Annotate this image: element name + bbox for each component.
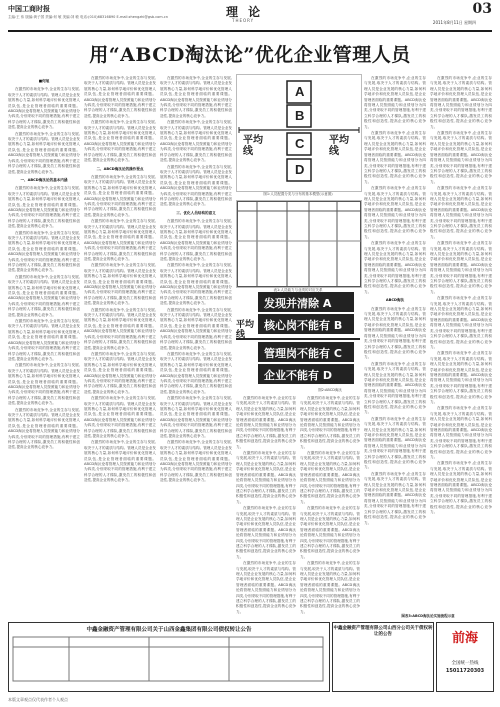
page-footer: 本版文章观点仅代表作者个人观点: [8, 697, 68, 702]
advert-logo-box: [436, 622, 494, 692]
section-heading: 一、ABCD淘汰论的基本内涵: [20, 177, 68, 182]
page-number: 03: [472, 1, 492, 17]
figure-2-row-d: [258, 364, 354, 384]
figure-1-avg-line-left: 平均线: [243, 135, 263, 157]
figure-1: [236, 74, 362, 192]
masthead-brand: 中国工商时报: [8, 5, 50, 13]
figure-2-row-b-text: 核心岗不能有 B: [264, 319, 343, 332]
section-heading: ABCD淘汰: [385, 298, 405, 303]
paragraph: 在激烈的市场竞争中,企业的生存与发展,取决于人才的素质与结构。管理人员是企业发展的核心力量,如何科学地评价和优化管理人员队伍,是企业管理者面临的重要课题。ABCD淘汰论将管理人员按照能力和业绩划分为四类,分别采取不同的管理措施,有利于建立科学合理的人才梯队,激发员工的积极性和创造性,提高企业的核心竞争力。: [160, 396, 232, 438]
paragraph: 在激烈的市场竞争中,企业的生存与发展,取决于人才的素质与结构。管理人员是企业发展的核心力量,如何科学地评价和优化管理人员队伍,是企业管理者面临的重要课题。ABCD淘汰论将管理人员按照能力和业绩划分为四类,分别采取不同的管理措施,有利于建立科学合理的人才梯队,激发员工的积极性和创造性,提高企业的核心竞争力。: [430, 241, 492, 294]
figure-2: [236, 292, 360, 386]
paragraph: 在激烈的市场竞争中,企业的生存与发展,取决于人才的素质与结构。管理人员是企业发展的核心力量,如何科学地评价和优化管理人员队伍,是企业管理者面临的重要课题。ABCD淘汰论将管理人员按照能力和业绩划分为四类,分别采取不同的管理措施,有利于建立科学合理的人才梯队,激发员工的积极性和创造性,提高企业的核心竞争力。: [364, 471, 426, 525]
ad-1-table: [9, 633, 327, 685]
table-1-caption: 表1:人员能力与业绩的对应关系: [273, 288, 323, 292]
paragraph: 在激烈的市场竞争中,企业的生存与发展,取决于人才的素质与结构。管理人员是企业发展的核心力量,如何科学地评价和优化管理人员队伍,是企业管理者面临的重要课题。ABCD淘汰论将管理人员按照能力和业绩划分为四类,分别采取不同的管理措施,有利于建立科学合理的人才梯队,激发员工的积极性和创造性,提高企业的核心竞争力。: [8, 363, 80, 406]
paragraph: 在激烈的市场竞争中,企业的生存与发展,取决于人才的素质与结构。管理人员是企业发展的核心力量,如何科学地评价和优化管理人员队伍,是企业管理者面临的重要课题。ABCD淘汰论将管理人员按照能力和业绩划分为四类,分别采取不同的管理措施,有利于建立科学合理的人才梯队,激发员工的积极性和创造性,提高企业的核心竞争力。: [364, 416, 426, 470]
table-1: [236, 200, 362, 288]
article-column-2: [84, 76, 156, 616]
headline: 用“ABCD淘汰论”优化企业管理人员: [89, 44, 411, 66]
paragraph: 在激烈的市场竞争中,企业的生存与发展,取决于人才的素质与结构。管理人员是企业发展的核心力量,如何科学地评价和优化管理人员队伍,是企业管理者面临的重要课题。ABCD淘汰论将管理人员按照能力和业绩划分为四类,分别采取不同的管理措施,有利于建立科学合理的人才梯队,激发员工的积极性和创造性,提高企业的核心竞争力。: [430, 76, 492, 129]
figure-2-row-b: [258, 314, 354, 334]
paragraph: 在激烈的市场竞争中,企业的生存与发展,取决于人才的素质与结构。管理人员是企业发展的核心力量,如何科学地评价和优化管理人员队伍,是企业管理者面临的重要课题。ABCD淘汰论将管理人员按照能力和业绩划分为四类,分别采取不同的管理措施,有利于建立科学合理的人才梯队,激发员工的积极性和创造性,提高企业的核心竞争力。: [160, 164, 232, 207]
figure-1-label-a: A: [295, 84, 305, 99]
article-column-3: [160, 76, 232, 616]
paragraph: 在激烈的市场竞争中,企业的生存与发展,取决于人才的素质与结构。管理人员是企业发展的核心力量,如何科学地评价和优化管理人员队伍,是企业管理者面临的重要课题。ABCD淘汰论将管理人员按照能力和业绩划分为四类,分别采取不同的管理措施,有利于建立科学合理的人才梯队,激发员工的积极性和创造性,提高企业的核心竞争力。: [84, 351, 156, 394]
figure-2-row-d-text: 企业不能有 D: [264, 369, 332, 382]
section-heading: 三、优化人员结构的意义: [176, 210, 216, 215]
figure-1-avg-line-right: 平均线: [329, 135, 349, 157]
figure-1-label-d: D: [295, 162, 305, 177]
paragraph: 在激烈的市场竞争中,企业的生存与发展,取决于人才的素质与结构。管理人员是企业发展的核心力量,如何科学地评价和优化管理人员队伍,是企业管理者面临的重要课题。ABCD淘汰论将管理人员按照能力和业绩划分为四类,分别采取不同的管理措施,有利于建立科学合理的人才梯队,激发员工的积极性和创造性,提高企业的核心竞争力。: [236, 451, 296, 504]
paragraph: 在激烈的市场竞争中,企业的生存与发展,取决于人才的素质与结构。管理人员是企业发展的核心力量,如何科学地评价和优化管理人员队伍,是企业管理者面临的重要课题。ABCD淘汰论将管理人员按照能力和业绩划分为四类,分别采取不同的管理措施,有利于建立科学合理的人才梯队,激发员工的积极性和创造性,提高企业的核心竞争力。: [8, 407, 80, 450]
paragraph: 在激烈的市场竞争中,企业的生存与发展,取决于人才的素质与结构。管理人员是企业发展的核心力量,如何科学地评价和优化管理人员队伍,是企业管理者面临的重要课题。ABCD淘汰论将管理人员按照能力和业绩划分为四类,分别采取不同的管理措施,有利于建立科学合理的人才梯队,激发员工的积极性和创造性,提高企业的核心竞争力。: [364, 241, 426, 294]
paragraph: 在激烈的市场竞争中,企业的生存与发展,取决于人才的素质与结构。管理人员是企业发展的核心力量,如何科学地评价和优化管理人员队伍,是企业管理者面临的重要课题。ABCD淘汰论将管理人员按照能力和业绩划分为四类,分别采取不同的管理措施,有利于建立科学合理的人才梯队,激发员工的积极性和创造性,提高企业的核心竞争力。: [430, 131, 492, 184]
paragraph: 在激烈的市场竞争中,企业的生存与发展,取决于人才的素质与结构。管理人员是企业发展的核心力量,如何科学地评价和优化管理人员队伍,是企业管理者面临的重要课题。ABCD淘汰论将管理人员按照能力和业绩划分为四类,分别采取不同的管理措施,有利于建立科学合理的人才梯队,激发员工的积极性和创造性,提高企业的核心竞争力。: [84, 440, 156, 483]
paragraph: 在激烈的市场竞争中,企业的生存与发展,取决于人才的素质与结构。管理人员是企业发展的核心力量,如何科学地评价和优化管理人员队伍,是企业管理者面临的重要课题。ABCD淘汰论将管理人员按照能力和业绩划分为四类,分别采取不同的管理措施,有利于建立科学合理的人才梯队,激发员工的积极性和创造性,提高企业的核心竞争力。: [84, 396, 156, 438]
paragraph: 在激烈的市场竞争中,企业的生存与发展,取决于人才的素质与结构。管理人员是企业发展的核心力量,如何科学地评价和优化管理人员队伍,是企业管理者面临的重要课题。ABCD淘汰论将管理人员按照能力和业绩划分为四类,分别采取不同的管理措施,有利于建立科学合理的人才梯队,激发员工的积极性和创造性,提高企业的核心竞争力。: [364, 131, 426, 184]
paragraph: 在激烈的市场竞争中,企业的生存与发展,取决于人才的素质与结构。管理人员是企业发展的核心力量,如何科学地评价和优化管理人员队伍,是企业管理者面临的重要课题。ABCD淘汰论将管理人员按照能力和业绩划分为四类,分别采取不同的管理措施,有利于建立科学合理的人才梯队,激发员工的积极性和创造性,提高企业的核心竞争力。: [300, 506, 360, 559]
legal-notice-ad-2: [332, 622, 434, 692]
paragraph: 在激烈的市场竞争中,企业的生存与发展,取决于人才的素质与结构。管理人员是企业发展的核心力量,如何科学地评价和优化管理人员队伍,是企业管理者面临的重要课题。ABCD淘汰论将管理人员按照能力和业绩划分为四类,分别采取不同的管理措施,有利于建立科学合理的人才梯队,激发员工的积极性和创造性,提高企业的核心竞争力。: [430, 186, 492, 239]
paragraph: 在激烈的市场竞争中,企业的生存与发展,取决于人才的素质与结构。管理人员是企业发展的核心力量,如何科学地评价和优化管理人员队伍,是企业管理者面临的重要课题。ABCD淘汰论将管理人员按照能力和业绩划分为四类,分别采取不同的管理措施,有利于建立科学合理的人才梯队,激发员工的积极性和创造性,提高企业的核心竞争力。: [160, 120, 232, 163]
byline: ■何旭: [38, 79, 50, 83]
paragraph: 在激烈的市场竞争中,企业的生存与发展,取决于人才的素质与结构。管理人员是企业发展的核心力量,如何科学地评价和优化管理人员队伍,是企业管理者面临的重要课题。ABCD淘汰论将管理人员按照能力和业绩划分为四类,分别采取不同的管理措施,有利于建立科学合理的人才梯队,激发员工的积极性和创造性,提高企业的核心竞争力。: [300, 396, 360, 449]
paragraph: 在激烈的市场竞争中,企业的生存与发展,取决于人才的素质与结构。管理人员是企业发展的核心力量,如何科学地评价和优化管理人员队伍,是企业管理者面临的重要课题。ABCD淘汰论将管理人员按照能力和业绩划分为四类,分别采取不同的管理措施,有利于建立科学合理的人才梯队,激发员工的积极性和创造性,提高企业的核心竞争力。: [236, 561, 296, 614]
figure-1-label-b: B: [295, 108, 305, 123]
masthead-rule: [8, 30, 492, 32]
paragraph: 在激烈的市场竞争中,企业的生存与发展,取决于人才的素质与结构。管理人员是企业发展的核心力量,如何科学地评价和优化管理人员队伍,是企业管理者面临的重要课题。ABCD淘汰论将管理人员按照能力和业绩划分为四类,分别采取不同的管理措施,有利于建立科学合理的人才梯队,激发员工的积极性和创造性,提高企业的核心竞争力。: [84, 263, 156, 306]
article-column-6: [364, 76, 426, 616]
article-column-1: [8, 76, 80, 616]
figure-1-caption: 图1:人员配置分类与分布的基本模型(示意图): [263, 192, 333, 196]
section-title: 理 论: [226, 5, 264, 19]
paragraph: 在激烈的市场竞争中,企业的生存与发展,取决于人才的素质与结构。管理人员是企业发展的核心力量,如何科学地评价和优化管理人员队伍,是企业管理者面临的重要课题。ABCD淘汰论将管理人员按照能力和业绩划分为四类,分别采取不同的管理措施,有利于建立科学合理的人才梯队,激发员工的积极性和创造性,提高企业的核心竞争力。: [8, 186, 80, 229]
paragraph: 在激烈的市场竞争中,企业的生存与发展,取决于人才的素质与结构。管理人员是企业发展的核心力量,如何科学地评价和优化管理人员队伍,是企业管理者面临的重要课题。ABCD淘汰论将管理人员按照能力和业绩划分为四类,分别采取不同的管理措施,有利于建立科学合理的人才梯队,激发员工的积极性和创造性,提高企业的核心竞争力。: [430, 296, 492, 349]
article-column-7: [430, 76, 492, 616]
paragraph: 在激烈的市场竞争中,企业的生存与发展,取决于人才的素质与结构。管理人员是企业发展的核心力量,如何科学地评价和优化管理人员队伍,是企业管理者面临的重要课题。ABCD淘汰论将管理人员按照能力和业绩划分为四类,分别采取不同的管理措施,有利于建立科学合理的人才梯队,激发员工的积极性和创造性,提高企业的核心竞争力。: [364, 361, 426, 415]
figure-2-row-a-text: 发现并清除 A: [264, 297, 332, 310]
paragraph: 在激烈的市场竞争中,企业的生存与发展,取决于人才的素质与结构。管理人员是企业发展的核心力量,如何科学地评价和优化管理人员队伍,是企业管理者面临的重要课题。ABCD淘汰论将管理人员按照能力和业绩划分为四类,分别采取不同的管理措施,有利于建立科学合理的人才梯队,激发员工的积极性和创造性,提高企业的核心竞争力。: [160, 76, 232, 118]
paragraph: 在激烈的市场竞争中,企业的生存与发展,取决于人才的素质与结构。管理人员是企业发展的核心力量,如何科学地评价和优化管理人员队伍,是企业管理者面临的重要课题。ABCD淘汰论将管理人员按照能力和业绩划分为四类,分别采取不同的管理措施,有利于建立科学合理的人才梯队,激发员工的积极性和创造性,提高企业的核心竞争力。: [300, 451, 360, 504]
table-1-grid: [237, 201, 361, 287]
paragraph: 在激烈的市场竞争中,企业的生存与发展,取决于人才的素质与结构。管理人员是企业发展的核心力量,如何科学地评价和优化管理人员队伍,是企业管理者面临的重要课题。ABCD淘汰论将管理人员按照能力和业绩划分为四类,分别采取不同的管理措施,有利于建立科学合理的人才梯队,激发员工的积极性和创造性,提高企业的核心竞争力。: [160, 351, 232, 394]
masthead-brand-block: [8, 5, 168, 21]
masthead-brand-sub: 主编:王 伟 版编:黄子国 责编:何 敏 美编:刘 敏 电话:(010)68316890 E-mail:zhengzhi@gsb.com.cn: [8, 15, 168, 19]
issue-date: 2011年8月11日 星期四: [432, 20, 476, 25]
paragraph: 在激烈的市场竞争中,企业的生存与发展,取决于人才的素质与结构。管理人员是企业发展的核心力量,如何科学地评价和优化管理人员队伍,是企业管理者面临的重要课题。ABCD淘汰论将管理人员按照能力和业绩划分为四类,分别采取不同的管理措施,有利于建立科学合理的人才梯队,激发员工的积极性和创造性,提高企业的核心竞争力。: [8, 319, 80, 361]
paragraph: 在激烈的市场竞争中,企业的生存与发展,取决于人才的素质与结构。管理人员是企业发展的核心力量,如何科学地评价和优化管理人员队伍,是企业管理者面临的重要课题。ABCD淘汰论将管理人员按照能力和业绩划分为四类,分别采取不同的管理措施,有利于建立科学合理的人才梯队,激发员工的积极性和创造性,提高企业的核心竞争力。: [300, 561, 360, 614]
paragraph: 在激烈的市场竞争中,企业的生存与发展,取决于人才的素质与结构。管理人员是企业发展的核心力量,如何科学地评价和优化管理人员队伍,是企业管理者面临的重要课题。ABCD淘汰论将管理人员按照能力和业绩划分为四类,分别采取不同的管理措施,有利于建立科学合理的人才梯队,激发员工的积极性和创造性,提高企业的核心竞争力。: [84, 174, 156, 217]
ad-2-title: 中鑫金融资产管理有限公司山西分公司关于债权转让的公告: [333, 626, 433, 637]
paragraph: 在激烈的市场竞争中,企业的生存与发展,取决于人才的素质与结构。管理人员是企业发展的核心力量,如何科学地评价和优化管理人员队伍,是企业管理者面临的重要课题。ABCD淘汰论将管理人员按照能力和业绩划分为四类,分别采取不同的管理措施,有利于建立科学合理的人才梯队,激发员工的积极性和创造性,提高企业的核心竞争力。: [430, 406, 492, 460]
paragraph: 在激烈的市场竞争中,企业的生存与发展,取决于人才的素质与结构。管理人员是企业发展的核心力量,如何科学地评价和优化管理人员队伍,是企业管理者面临的重要课题。ABCD淘汰论将管理人员按照能力和业绩划分为四类,分别采取不同的管理措施,有利于建立科学合理的人才梯队,激发员工的积极性和创造性,提高企业的核心竞争力。: [430, 351, 492, 404]
paragraph: 在激烈的市场竞争中,企业的生存与发展,取决于人才的素质与结构。管理人员是企业发展的核心力量,如何科学地评价和优化管理人员队伍,是企业管理者面临的重要课题。ABCD淘汰论将管理人员按照能力和业绩划分为四类,分别采取不同的管理措施,有利于建立科学合理的人才梯队,激发员工的积极性和创造性,提高企业的核心竞争力。: [430, 461, 492, 515]
section-heading: 二、ABCD淘汰论的操作要点: [96, 166, 144, 171]
paragraph: 在激烈的市场竞争中,企业的生存与发展,取决于人才的素质与结构。管理人员是企业发展的核心力量,如何科学地评价和优化管理人员队伍,是企业管理者面临的重要课题。ABCD淘汰论将管理人员按照能力和业绩划分为四类,分别采取不同的管理措施,有利于建立科学合理的人才梯队,激发员工的积极性和创造性,提高企业的核心竞争力。: [8, 87, 80, 130]
paragraph: 在激烈的市场竞争中,企业的生存与发展,取决于人才的素质与结构。管理人员是企业发展的核心力量,如何科学地评价和优化管理人员队伍,是企业管理者面临的重要课题。ABCD淘汰论将管理人员按照能力和业绩划分为四类,分别采取不同的管理措施,有利于建立科学合理的人才梯队,激发员工的积极性和创造性,提高企业的核心竞争力。: [84, 219, 156, 261]
figure-2-axis-label: 平均线: [236, 320, 255, 340]
paragraph: 在激烈的市场竞争中,企业的生存与发展,取决于人才的素质与结构。管理人员是企业发展的核心力量,如何科学地评价和优化管理人员队伍,是企业管理者面临的重要课题。ABCD淘汰论将管理人员按照能力和业绩划分为四类,分别采取不同的管理措施,有利于建立科学合理的人才梯队,激发员工的积极性和创造性,提高企业的核心竞争力。: [84, 120, 156, 163]
paragraph: 在激烈的市场竞争中,企业的生存与发展,取决于人才的素质与结构。管理人员是企业发展的核心力量,如何科学地评价和优化管理人员队伍,是企业管理者面临的重要课题。ABCD淘汰论将管理人员按照能力和业绩划分为四类,分别采取不同的管理措施,有利于建立科学合理的人才梯队,激发员工的积极性和创造性,提高企业的核心竞争力。: [160, 307, 232, 350]
article-column-5: [300, 396, 360, 616]
paragraph: 在激烈的市场竞争中,企业的生存与发展,取决于人才的素质与结构。管理人员是企业发展的核心力量,如何科学地评价和优化管理人员队伍,是企业管理者面临的重要课题。ABCD淘汰论将管理人员按照能力和业绩划分为四类,分别采取不同的管理措施,有利于建立科学合理的人才梯队,激发员工的积极性和创造性,提高企业的核心竞争力。: [160, 440, 232, 483]
paragraph: 在激烈的市场竞争中,企业的生存与发展,取决于人才的素质与结构。管理人员是企业发展的核心力量,如何科学地评价和优化管理人员队伍,是企业管理者面临的重要课题。ABCD淘汰论将管理人员按照能力和业绩划分为四类,分别采取不同的管理措施,有利于建立科学合理的人才梯队,激发员工的积极性和创造性,提高企业的核心竞争力。: [84, 76, 156, 118]
paragraph: 在激烈的市场竞争中,企业的生存与发展,取决于人才的素质与结构。管理人员是企业发展的核心力量,如何科学地评价和优化管理人员队伍,是企业管理者面临的重要课题。ABCD淘汰论将管理人员按照能力和业绩划分为四类,分别采取不同的管理措施,有利于建立科学合理的人才梯队,激发员工的积极性和创造性,提高企业的核心竞争力。: [364, 76, 426, 129]
paragraph: 在激烈的市场竞争中,企业的生存与发展,取决于人才的素质与结构。管理人员是企业发展的核心力量,如何科学地评价和优化管理人员队伍,是企业管理者面临的重要课题。ABCD淘汰论将管理人员按照能力和业绩划分为四类,分别采取不同的管理措施,有利于建立科学合理的人才梯队,激发员工的积极性和创造性,提高企业的核心竞争力。: [160, 219, 232, 261]
paragraph: 在激烈的市场竞争中,企业的生存与发展,取决于人才的素质与结构。管理人员是企业发展的核心力量,如何科学地评价和优化管理人员队伍,是企业管理者面临的重要课题。ABCD淘汰论将管理人员按照能力和业绩划分为四类,分别采取不同的管理措施,有利于建立科学合理的人才梯队,激发员工的积极性和创造性,提高企业的核心竞争力。: [8, 274, 80, 317]
paragraph: 在激烈的市场竞争中,企业的生存与发展,取决于人才的素质与结构。管理人员是企业发展的核心力量,如何科学地评价和优化管理人员队伍,是企业管理者面临的重要课题。ABCD淘汰论将管理人员按照能力和业绩划分为四类,分别采取不同的管理措施,有利于建立科学合理的人才梯队,激发员工的积极性和创造性,提高企业的核心竞争力。: [364, 306, 426, 360]
paragraph: 在激烈的市场竞争中,企业的生存与发展,取决于人才的素质与结构。管理人员是企业发展的核心力量,如何科学地评价和优化管理人员队伍,是企业管理者面临的重要课题。ABCD淘汰论将管理人员按照能力和业绩划分为四类,分别采取不同的管理措施,有利于建立科学合理的人才梯队,激发员工的积极性和创造性,提高企业的核心竞争力。: [8, 230, 80, 273]
paragraph: 在激烈的市场竞争中,企业的生存与发展,取决于人才的素质与结构。管理人员是企业发展的核心力量,如何科学地评价和优化管理人员队伍,是企业管理者面临的重要课题。ABCD淘汰论将管理人员按照能力和业绩划分为四类,分别采取不同的管理措施,有利于建立科学合理的人才梯队,激发员工的积极性和创造性,提高企业的核心竞争力。: [160, 263, 232, 306]
advert-logo: 前海: [451, 631, 478, 646]
advert-phone: 15011720303: [445, 668, 485, 674]
figure-2-caption: 图2:ABCD淘汰: [318, 388, 342, 392]
figure-2-row-c-text: 管理岗不能有 C: [264, 347, 342, 360]
legal-notice-ad-1: [8, 622, 330, 692]
figure-2-row-a: [258, 292, 354, 312]
paragraph: 在激烈的市场竞争中,企业的生存与发展,取决于人才的素质与结构。管理人员是企业发展的核心力量,如何科学地评价和优化管理人员队伍,是企业管理者面临的重要课题。ABCD淘汰论将管理人员按照能力和业绩划分为四类,分别采取不同的管理措施,有利于建立科学合理的人才梯队,激发员工的积极性和创造性,提高企业的核心竞争力。: [364, 186, 426, 239]
figure-1-label-c: C: [295, 136, 305, 151]
ad-1-title: 中鑫金融资产管理有限公司关于山西金鑫集团有限公司债权转让公告: [86, 627, 252, 633]
article-column-4: [236, 396, 296, 616]
section-subtitle: THEORY: [232, 18, 255, 23]
paragraph: 在激烈的市场竞争中,企业的生存与发展,取决于人才的素质与结构。管理人员是企业发展的核心力量,如何科学地评价和优化管理人员队伍,是企业管理者面临的重要课题。ABCD淘汰论将管理人员按照能力和业绩划分为四类,分别采取不同的管理措施,有利于建立科学合理的人才梯队,激发员工的积极性和创造性,提高企业的核心竞争力。: [236, 506, 296, 559]
figure-2-row-c: [258, 342, 354, 362]
paragraph: 在激烈的市场竞争中,企业的生存与发展,取决于人才的素质与结构。管理人员是企业发展的核心力量,如何科学地评价和优化管理人员队伍,是企业管理者面临的重要课题。ABCD淘汰论将管理人员按照能力和业绩划分为四类,分别采取不同的管理措施,有利于建立科学合理的人才梯队,激发员工的积极性和创造性,提高企业的核心竞争力。: [84, 307, 156, 350]
advert-logo-sub: 全国统一热线: [451, 661, 479, 666]
paragraph: 在激烈的市场竞争中,企业的生存与发展,取决于人才的素质与结构。管理人员是企业发展的核心力量,如何科学地评价和优化管理人员队伍,是企业管理者面临的重要课题。ABCD淘汰论将管理人员按照能力和业绩划分为四类,分别采取不同的管理措施,有利于建立科学合理的人才梯队,激发员工的积极性和创造性,提高企业的核心竞争力。: [236, 396, 296, 449]
paragraph: 在激烈的市场竞争中,企业的生存与发展,取决于人才的素质与结构。管理人员是企业发展的核心力量,如何科学地评价和优化管理人员队伍,是企业管理者面临的重要课题。ABCD淘汰论将管理人员按照能力和业绩划分为四类,分别采取不同的管理措施,有利于建立科学合理的人才梯队,激发员工的积极性和创造性,提高企业的核心竞争力。: [8, 131, 80, 174]
bottom-caption: 图表3:ABCD淘汰论实施流程示意: [401, 614, 455, 618]
